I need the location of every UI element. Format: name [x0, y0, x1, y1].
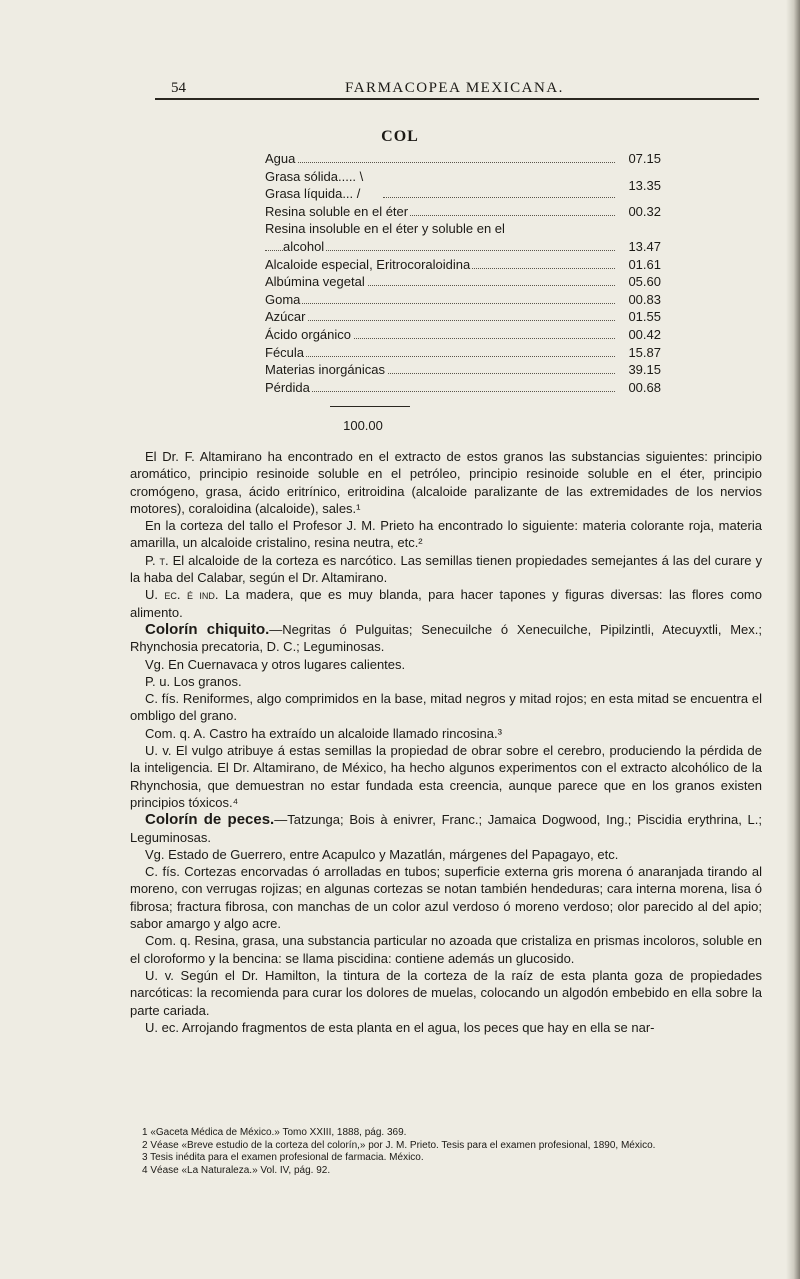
table-row — [265, 273, 675, 291]
table-row — [265, 361, 675, 379]
table-row — [265, 168, 675, 186]
paragraph: C. fís. Reniformes, algo comprimidos en la base, mitad negros y mitad rojos; en esta mitad se encuentra el ombligo del grano. — [130, 691, 762, 724]
table-row — [265, 150, 675, 168]
analysis-table — [265, 150, 675, 396]
paragraph-text: La madera, que es muy blanda, para hacer tapones y figuras diversas: las flores como alimento. — [130, 587, 762, 620]
row-value: 01.55 — [625, 308, 663, 326]
row-label: Goma — [265, 291, 301, 307]
row-value: 00.32 — [625, 203, 663, 221]
paragraph: Com. q. A. Castro ha extraído un alcaloide llamado rincosina.³ — [145, 725, 502, 741]
row-label: Ácido orgánico — [265, 326, 351, 342]
entry-synonyms: —Negritas ó Pulguitas; Senecuilche ó Xenecuilche, Pipilzintli, Atecuyxtli, Mex.; Rhynchosia precatoria, D. C.; Leguminosas. — [130, 621, 762, 655]
paragraph: C. fís. Cortezas encorvadas ó arrolladas en tubos; superficie externa gris morena ó anaranjada tirando al moreno, con verrugas rojizas; en algunas cortezas se notan también hendeduras; cara interna morena, lisa ó fibrosa; fractura fibrosa, con manchas de un color azul verdoso ó moreno verdoso; olor parecido al del apio; sabor amargo y algo acre. — [130, 864, 762, 932]
table-row — [265, 178, 675, 203]
footnotes — [130, 1127, 762, 1177]
footnote: 1 «Gaceta Médica de México.» Tomo XXIII, 1888, pág. 369. — [142, 1127, 407, 1138]
table-row — [265, 203, 675, 221]
row-value: 13.35 — [625, 177, 663, 195]
row-label: alcohol — [283, 238, 325, 254]
body-text — [130, 448, 762, 1036]
row-label: Resina insoluble en el éter y soluble en el — [265, 221, 505, 237]
paragraph: P. u. Los granos. — [145, 673, 242, 689]
row-value: 13.47 — [625, 238, 663, 256]
page-number: 54 — [171, 80, 186, 96]
table-row — [265, 238, 675, 256]
paragraph — [130, 586, 762, 621]
section-title: COL — [381, 128, 419, 145]
paragraph: Vg. Estado de Guerrero, entre Acapulco y Mazatlán, márgenes del Papagayo, etc. — [145, 846, 619, 862]
row-label: Resina soluble en el éter — [265, 203, 409, 219]
row-value: 05.60 — [625, 273, 663, 291]
paragraph: Com. q. Resina, grasa, una substancia particular no azoada que cristaliza en prismas incoloros, soluble en el cloroformo y la bencina: se llama piscidina: contiene además un glucosido. — [130, 933, 762, 966]
row-label: Grasa sólida..... \ — [265, 168, 364, 184]
row-value: 15.87 — [625, 344, 663, 362]
row-value: 39.15 — [625, 361, 663, 379]
table-total: 100.00 — [343, 418, 383, 433]
total-rule — [330, 406, 410, 407]
table-row — [265, 379, 675, 397]
entry-heading: Colorín chiquito. — [145, 620, 270, 638]
table-row — [265, 326, 675, 344]
entry-synonyms: —Tatzunga; Bois à enivrer, Franc.; Jamaica Dogwood, Ing.; Piscidia erythrina, L.; Leguminosas. — [130, 812, 762, 845]
entry-paragraph — [130, 811, 762, 846]
footnote: 3 Tesis inédita para el examen profesional de farmacia. México. — [142, 1152, 424, 1164]
table-row — [265, 220, 675, 238]
running-title: FARMACOPEA MEXICANA. — [345, 80, 564, 96]
row-value: 00.83 — [625, 291, 663, 309]
section-label: U. ec. é ind. — [145, 587, 219, 603]
paragraph: U. v. Según el Dr. Hamilton, la tintura de la corteza de la raíz de esta planta goza de propiedades narcóticas: la recomienda para curar los dolores de muelas, colocando un algodón embebido en ella sobre la parte cariada. — [130, 967, 762, 1018]
row-label: Pérdida — [265, 379, 310, 395]
row-label: Azúcar — [265, 309, 306, 325]
row-label: Albúmina vegetal — [265, 274, 365, 290]
row-value: 00.42 — [625, 326, 663, 344]
table-row — [265, 308, 675, 326]
table-row — [265, 291, 675, 309]
row-label: Grasa líquida... / — [265, 186, 361, 202]
row-value: 00.68 — [625, 379, 663, 397]
section-label: P. t. — [145, 552, 169, 568]
table-row — [265, 256, 675, 274]
row-value: 01.61 — [625, 256, 663, 274]
row-label: Materias inorgánicas — [265, 362, 385, 378]
paragraph: El Dr. F. Altamirano ha encontrado en el extracto de estos granos las substancias siguientes: principio aromático, principio resinoide soluble en el petróleo, principio resinoide soluble en el éter, principio cromógeno, grasa, ácido eritrínico, eritroidina (alcaloide paralizante de las extremidades de los nervios motores), coraloidina (alcaloide), sales.¹ — [130, 449, 762, 516]
row-value: 07.15 — [625, 150, 663, 168]
row-label: Agua — [265, 151, 296, 166]
table-row — [265, 344, 675, 362]
paragraph: En la corteza del tallo el Profesor J. M. Prieto ha encontrado lo siguiente: materia colorante roja, materia amarilla, un alcaloide cristalino, resina neutra, etc.² — [130, 518, 762, 551]
entry-paragraph — [130, 621, 762, 656]
page-edge-shadow — [786, 0, 800, 1279]
footnote: 2 Véase «Breve estudio de la corteza del colorín,» por J. M. Prieto. Tesis para el examen profesional, 1890, México. — [142, 1139, 656, 1151]
paragraph: Vg. En Cuernavaca y otros lugares calientes. — [145, 656, 406, 672]
paragraph-text: El alcaloide de la corteza es narcótico. Las semillas tienen propiedades semejantes á las del curare y la haba del Calabar, según el Dr. Altamirano. — [130, 552, 762, 586]
paragraph: U. v. El vulgo atribuye á estas semillas la propiedad de obrar sobre el cerebro, produciendo la pérdida de la inteligencia. El Dr. Altamirano, de México, ha hecho algunos experimentos con el extracto alcohólico de la Rhynchosia, que demuestran no estar fundada esta creencia, aunque parece que en los granos existen principios tóxicos.⁴ — [130, 743, 762, 810]
paragraph — [130, 552, 762, 587]
row-label: Fécula — [265, 344, 305, 360]
entry-heading: Colorín de peces. — [145, 811, 275, 829]
row-label: Alcaloide especial, Eritrocoraloidina — [265, 256, 471, 272]
header-rule — [155, 98, 759, 100]
footnote: 4 Véase «La Naturaleza.» Vol. IV, pág. 92. — [142, 1164, 331, 1176]
paragraph: U. ec. Arrojando fragmentos de esta planta en el agua, los peces que hay en ella se nar- — [145, 1019, 655, 1035]
